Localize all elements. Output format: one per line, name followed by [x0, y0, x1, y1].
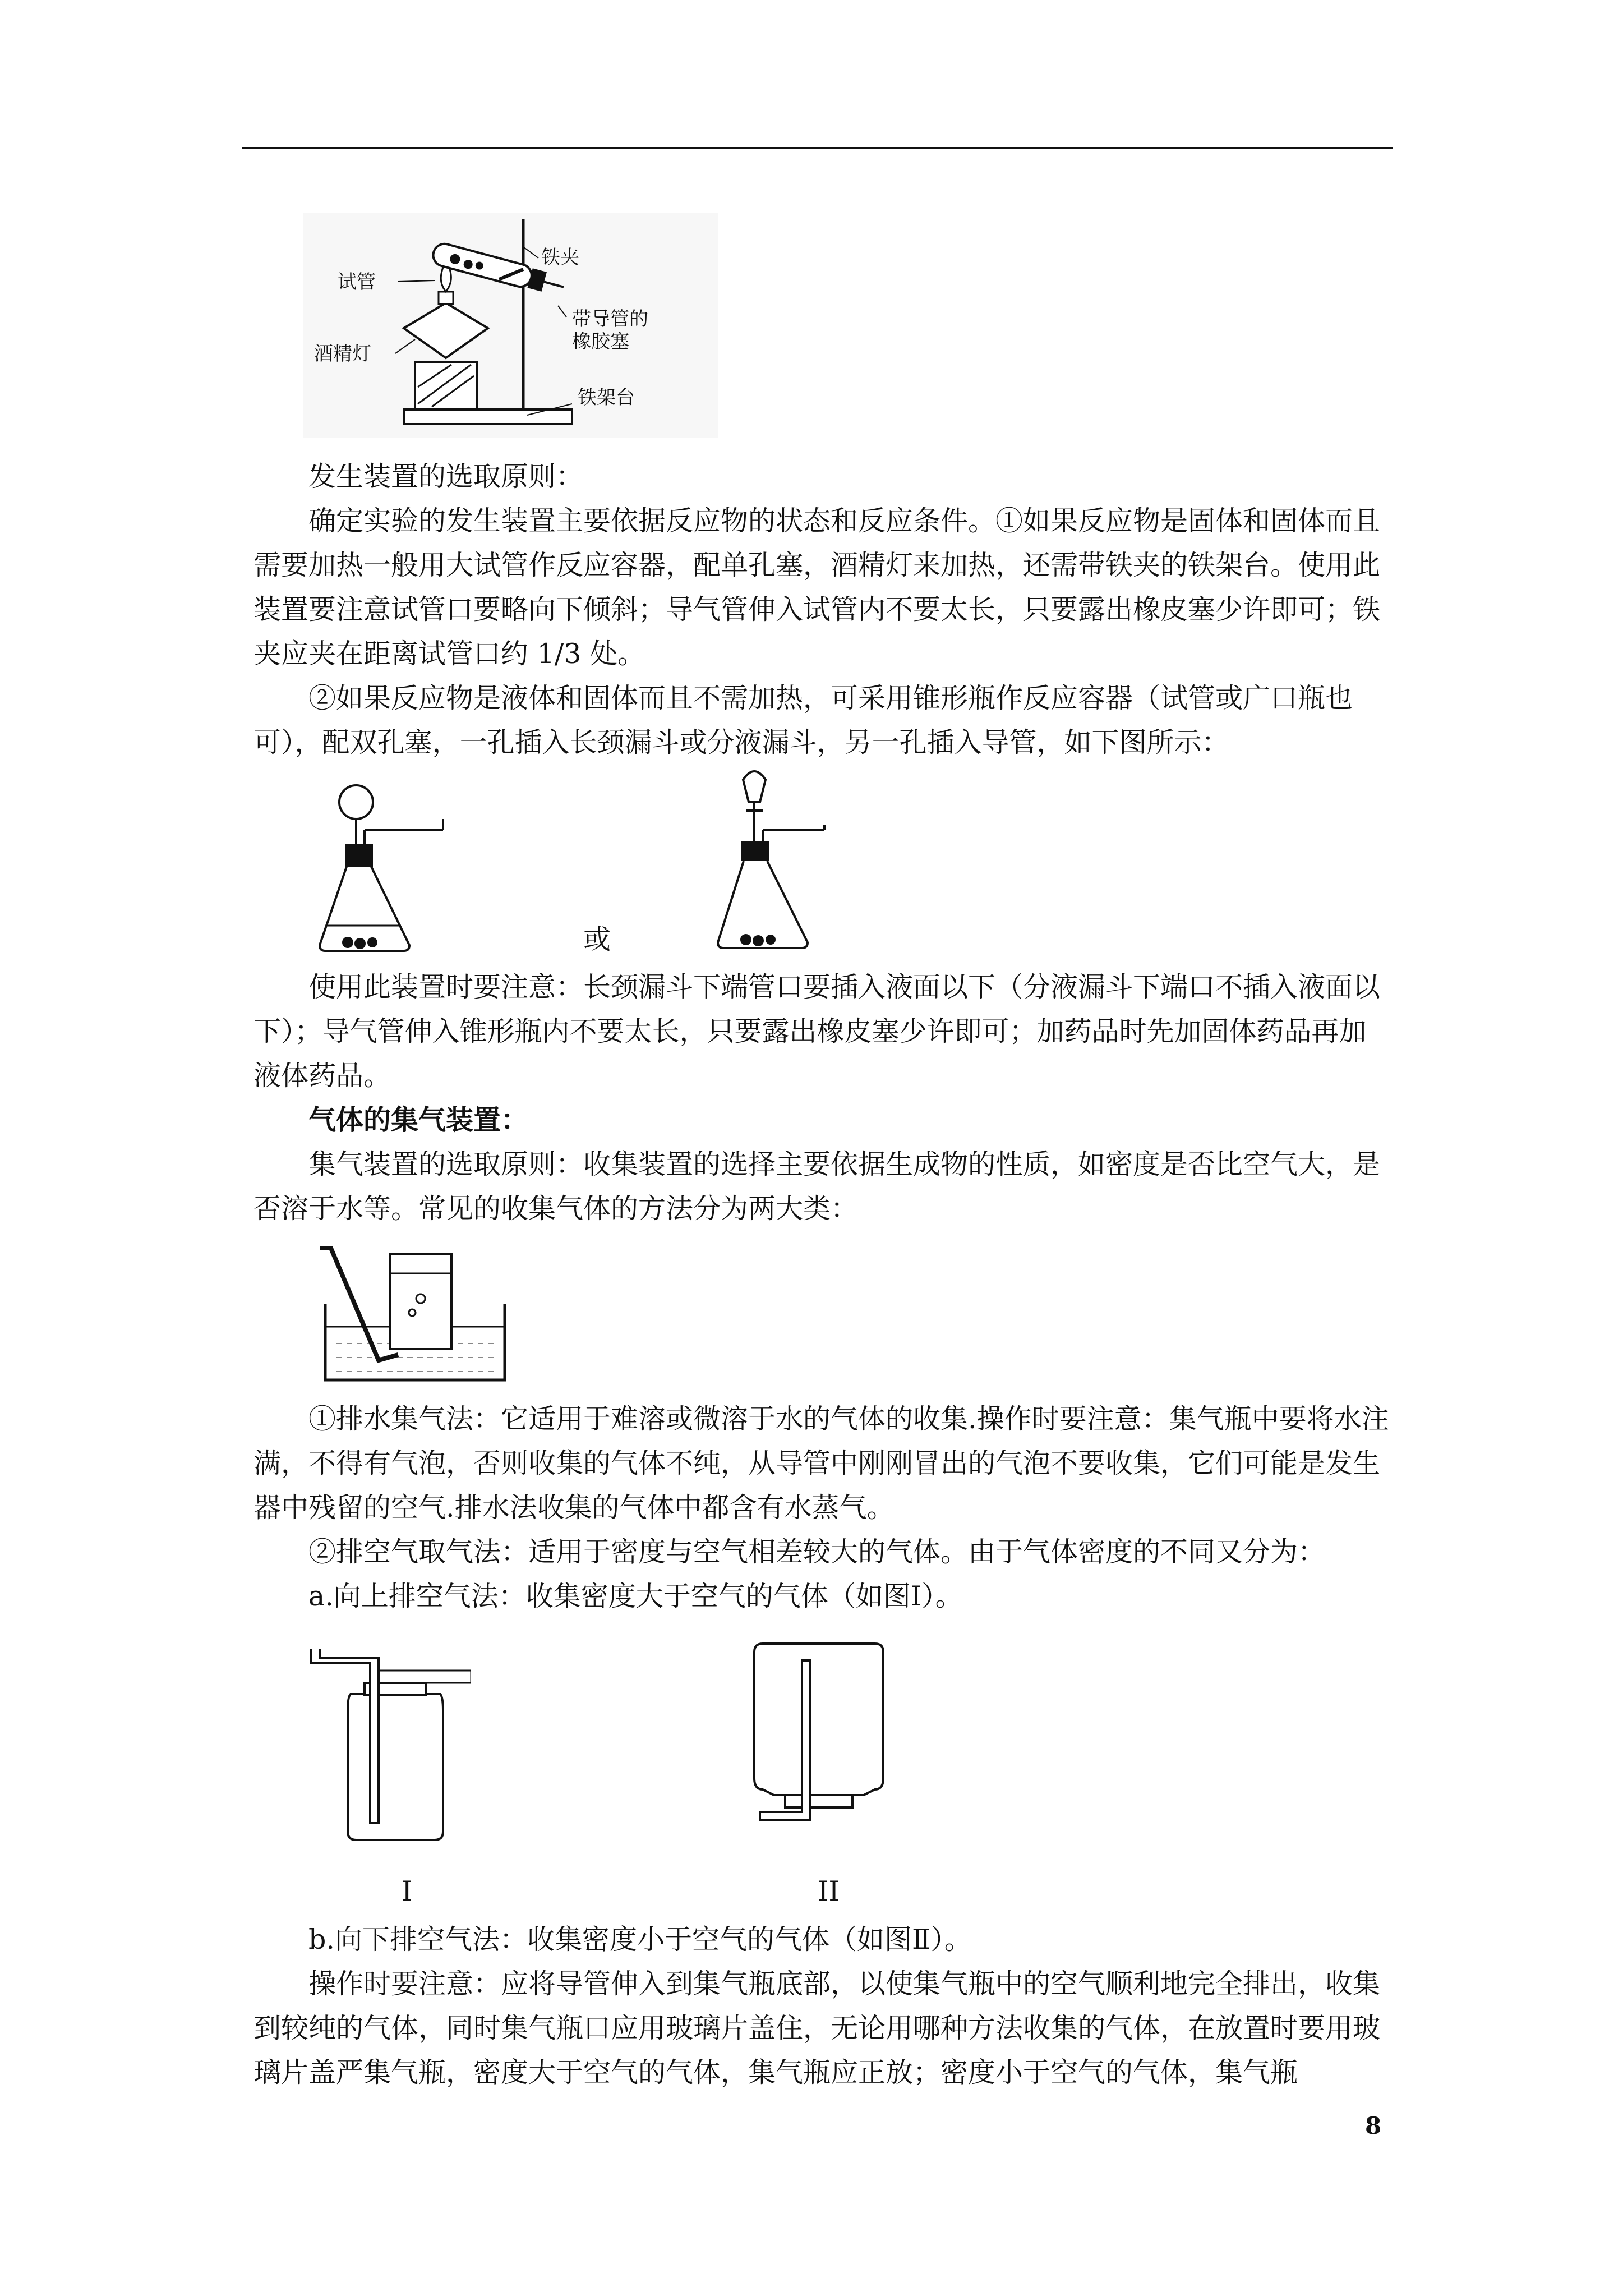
paragraph-7: ①排水集气法：它适用于难溶或微溶于水的气体的收集.操作时要注意：集气瓶中要将水注满，不得有气泡，否则收集的气体不纯，从导管中刚刚冒出的气泡不要收集，它们可能是发生器中残留的空气.排水法收集的气体中都含有水蒸气。	[253, 1403, 1389, 1524]
figure-label-II: II	[818, 1875, 840, 1907]
label-alcohol-lamp: 酒精灯	[314, 343, 371, 365]
label-iron-stand: 铁架台	[578, 386, 635, 409]
paragraph-4: 使用此装置时要注意：长颈漏斗下端管口要插入液面以下（分液漏斗下端口不插入液面以下）；导气管伸入锥形瓶内不要太长，只要露出橡皮塞少许即可；加药品时先加固体药品再加液体药品。	[253, 971, 1381, 1092]
label-iron-clamp: 铁夹	[541, 246, 579, 269]
page-number: 8	[1365, 2112, 1382, 2139]
label-test-tube: 试管	[338, 271, 376, 293]
heating-apparatus-figure	[303, 213, 718, 438]
paragraph-9: a.向上排空气法：收集密度大于空气的气体（如图Ⅰ）。	[308, 1580, 963, 1612]
or-label: 或	[583, 923, 611, 955]
label-stopper-2: 橡胶塞	[572, 330, 629, 353]
paragraph-3: ②如果反应物是液体和固体而且不需加热，可采用锥形瓶作反应容器（试管或广口瓶也可），配双孔塞，一孔插入长颈漏斗或分液漏斗，另一孔插入导管，如下图所示：	[253, 682, 1353, 758]
paragraph-8: ②排空气取气法：适用于密度与空气相差较大的气体。由于气体密度的不同又分为：	[308, 1536, 1326, 1568]
flask-long-neck-funnel-figure	[314, 774, 460, 959]
upward-air-displacement-figure	[303, 1638, 471, 1846]
flask-separatory-funnel-figure	[707, 757, 841, 959]
downward-air-displacement-figure	[729, 1638, 909, 1846]
paragraph-1: 发生装置的选取原则：	[308, 461, 584, 493]
label-stopper-1: 带导管的	[572, 308, 648, 330]
water-displacement-figure	[314, 1243, 516, 1388]
figure-label-I: I	[402, 1875, 413, 1907]
section-heading: 气体的集气装置：	[308, 1103, 529, 1136]
paragraph-2: 确定实验的发生装置主要依据反应物的状态和反应条件。①如果反应物是固体和固体而且需要加热一般用大试管作反应容器，配单孔塞，酒精灯来加热，还需带铁夹的铁架台。使用此装置要注意试管口要略向下倾斜；导气管伸入试管内不要太长，只要露出橡皮塞少许即可；铁夹应夹在距离试管口约 1/3 处。	[253, 505, 1381, 670]
paragraph-6: 集气装置的选取原则：收集装置的选择主要依据生成物的性质，如密度是否比空气大，是否溶于水等。常见的收集气体的方法分为两大类：	[253, 1148, 1381, 1225]
paragraph-11: 操作时要注意：应将导管伸入到集气瓶底部，以使集气瓶中的空气顺利地完全排出，收集到较纯的气体，同时集气瓶口应用玻璃片盖住，无论用哪种方法收集的气体，在放置时要用玻璃片盖严集气瓶，密度大于空气的气体，集气瓶应正放；密度小于空气的气体，集气瓶	[253, 1968, 1381, 2088]
paragraph-10: b.向下排空气法：收集密度小于空气的气体（如图Ⅱ）。	[308, 1924, 972, 1955]
header-rule	[242, 147, 1393, 149]
